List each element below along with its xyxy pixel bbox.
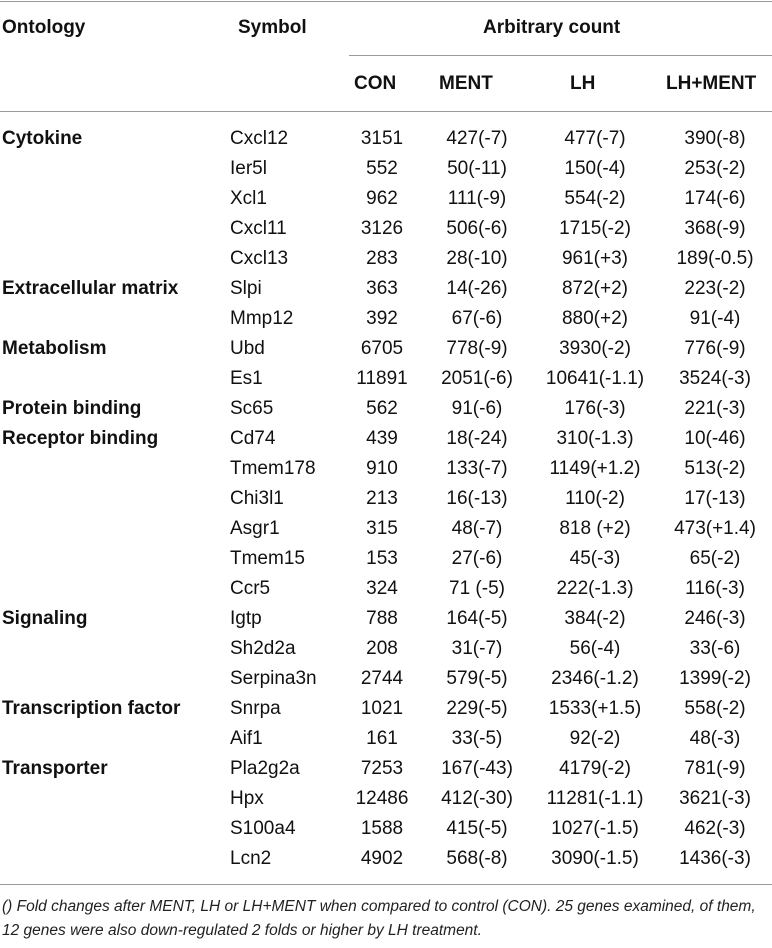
- cell-ment: 111(-9): [447, 188, 507, 209]
- cell-lh-ment: 473(+1.4): [674, 518, 756, 539]
- cell-con: 7253: [360, 758, 404, 779]
- cell-con: 153: [366, 548, 398, 569]
- cell-ment: 2051(-6): [441, 368, 513, 389]
- cell-ment: 412(-30): [441, 788, 513, 809]
- cell-symbol: Ier5l: [230, 158, 267, 179]
- cell-symbol: Serpina3n: [230, 668, 317, 689]
- cell-lh: 222(-1.3): [556, 578, 634, 599]
- cell-ment: 16(-13): [446, 488, 508, 509]
- cell-ment: 18(-24): [446, 428, 508, 449]
- cell-con: 315: [366, 518, 398, 539]
- cell-lh: 1149(+1.2): [549, 458, 641, 479]
- cell-con: 363: [366, 278, 398, 299]
- cell-symbol: Asgr1: [230, 518, 280, 539]
- cell-ontology: Cytokine: [2, 128, 83, 149]
- table-row: [0, 698, 772, 728]
- cell-lh-ment: 221(-3): [684, 398, 746, 419]
- cell-symbol: Ubd: [230, 338, 265, 359]
- table-row: [0, 608, 772, 638]
- cell-ment: 427(-7): [446, 128, 508, 149]
- table-row: [0, 398, 772, 428]
- cell-lh-ment: 253(-2): [684, 158, 746, 179]
- cell-symbol: Tmem178: [230, 458, 316, 479]
- cell-lh: 872(+2): [561, 278, 629, 299]
- cell-symbol: Cd74: [230, 428, 276, 449]
- cell-lh: 310(-1.3): [556, 428, 634, 449]
- header-lh-ment: LH+MENT: [666, 73, 757, 94]
- cell-lh-ment: 174(-6): [684, 188, 746, 209]
- cell-lh: 45(-3): [569, 548, 621, 569]
- cell-lh-ment: 1399(-2): [679, 668, 751, 689]
- cell-con: 392: [366, 308, 398, 329]
- cell-lh-ment: 33(-6): [689, 638, 741, 659]
- table-row: [0, 428, 772, 458]
- cell-symbol: Lcn2: [230, 848, 272, 869]
- cell-ontology: Extracellular matrix: [2, 278, 179, 299]
- cell-ment: 14(-26): [446, 278, 508, 299]
- cell-lh: 1533(+1.5): [548, 698, 642, 719]
- table-row: [0, 668, 772, 698]
- cell-lh-ment: 781(-9): [684, 758, 746, 779]
- cell-lh-ment: 558(-2): [684, 698, 746, 719]
- cell-ment: 229(-5): [446, 698, 508, 719]
- cell-lh-ment: 513(-2): [684, 458, 746, 479]
- table-row: [0, 368, 772, 398]
- cell-symbol: Xcl1: [230, 188, 267, 209]
- cell-con: 4902: [360, 848, 404, 869]
- table-row: [0, 848, 772, 878]
- table-row: [0, 158, 772, 188]
- cell-ment: 31(-7): [451, 638, 503, 659]
- table-body: [0, 128, 772, 878]
- cell-ment: 28(-10): [446, 248, 508, 269]
- cell-symbol: Cxcl11: [230, 218, 287, 239]
- cell-symbol: Slpi: [230, 278, 262, 299]
- cell-symbol: Hpx: [230, 788, 264, 809]
- cell-symbol: Ccr5: [230, 578, 271, 599]
- cell-ment: 50(-11): [447, 158, 507, 179]
- cell-lh: 176(-3): [564, 398, 626, 419]
- cell-ment: 91(-6): [451, 398, 503, 419]
- table-top-rule: [0, 1, 772, 2]
- cell-con: 213: [366, 488, 398, 509]
- cell-lh: 3930(-2): [559, 338, 631, 359]
- cell-ment: 415(-5): [446, 818, 508, 839]
- cell-lh: 92(-2): [569, 728, 621, 749]
- header-bottom-rule: [0, 111, 772, 112]
- cell-con: 283: [366, 248, 398, 269]
- cell-ment: 778(-9): [446, 338, 508, 359]
- cell-lh-ment: 368(-9): [684, 218, 746, 239]
- table-row: [0, 758, 772, 788]
- cell-ontology: Receptor binding: [2, 428, 159, 449]
- cell-lh-ment: 462(-3): [684, 818, 746, 839]
- cell-lh: 2346(-1.2): [551, 668, 639, 689]
- cell-lh-ment: 91(-4): [689, 308, 741, 329]
- cell-symbol: Es1: [230, 368, 263, 389]
- cell-lh: 1027(-1.5): [551, 818, 639, 839]
- cell-con: 6705: [360, 338, 404, 359]
- header-symbol: Symbol: [238, 17, 307, 38]
- table-row: [0, 638, 772, 668]
- cell-symbol: Cxcl13: [230, 248, 289, 269]
- table-row: [0, 248, 772, 278]
- cell-con: 11891: [356, 368, 408, 389]
- cell-ment: 579(-5): [446, 668, 508, 689]
- cell-con: 3126: [360, 218, 404, 239]
- cell-symbol: Snrpa: [230, 698, 281, 719]
- table-footnote: () Fold changes after MENT, LH or LH+MENT when compared to control (CON). 25 genes examined, of them, 12 genes were also down-regulated 2 folds or higher by LH treatment.: [2, 898, 756, 939]
- header-con: CON: [354, 73, 397, 94]
- cell-con: 208: [366, 638, 398, 659]
- table-row: [0, 578, 772, 608]
- header-ontology: Ontology: [2, 17, 86, 38]
- cell-lh: 880(+2): [561, 308, 629, 329]
- cell-lh: 818 (+2): [559, 518, 631, 539]
- cell-lh-ment: 223(-2): [684, 278, 746, 299]
- cell-ment: 164(-5): [446, 608, 508, 629]
- cell-lh-ment: 10(-46): [684, 428, 746, 449]
- cell-ment: 48(-7): [451, 518, 503, 539]
- cell-ment: 33(-5): [451, 728, 503, 749]
- cell-con: 1021: [360, 698, 404, 719]
- header-ment: MENT: [439, 73, 493, 94]
- cell-symbol: Mmp12: [230, 308, 294, 329]
- cell-symbol: Chi3l1: [230, 488, 284, 509]
- cell-lh: 3090(-1.5): [551, 848, 639, 869]
- cell-con: 2744: [360, 668, 404, 689]
- table-row: [0, 338, 772, 368]
- cell-con: 552: [366, 158, 398, 179]
- cell-con: 161: [366, 728, 398, 749]
- cell-lh-ment: 246(-3): [684, 608, 746, 629]
- cell-lh-ment: 65(-2): [689, 548, 741, 569]
- cell-symbol: S100a4: [230, 818, 296, 839]
- cell-lh: 1715(-2): [559, 218, 631, 239]
- header-span-rule: [349, 55, 772, 56]
- table-row: [0, 518, 772, 548]
- cell-lh: 150(-4): [564, 158, 626, 179]
- cell-con: 910: [366, 458, 398, 479]
- cell-lh: 110(-2): [565, 488, 625, 509]
- cell-ontology: Metabolism: [2, 338, 107, 359]
- cell-ontology: Signaling: [2, 608, 88, 629]
- cell-con: 324: [366, 578, 398, 599]
- cell-lh-ment: 17(-13): [684, 488, 746, 509]
- cell-lh: 554(-2): [564, 188, 626, 209]
- table-row: [0, 218, 772, 248]
- cell-symbol: Cxcl12: [230, 128, 289, 149]
- table-row: [0, 788, 772, 818]
- cell-ment: 67(-6): [451, 308, 503, 329]
- cell-con: 562: [366, 398, 398, 419]
- cell-con: 12486: [355, 788, 409, 809]
- table-bottom-rule: [0, 884, 772, 885]
- cell-lh-ment: 116(-3): [685, 578, 745, 599]
- cell-lh-ment: 48(-3): [689, 728, 741, 749]
- cell-symbol: Tmem15: [230, 548, 305, 569]
- table-row: [0, 188, 772, 218]
- cell-symbol: Pla2g2a: [230, 758, 300, 779]
- cell-symbol: Igtp: [230, 608, 262, 629]
- cell-con: 1588: [360, 818, 404, 839]
- table-row: [0, 818, 772, 848]
- cell-lh: 10641(-1.1): [545, 368, 645, 389]
- cell-con: 962: [366, 188, 398, 209]
- cell-symbol: Aif1: [230, 728, 263, 749]
- cell-lh-ment: 390(-8): [684, 128, 746, 149]
- cell-lh: 56(-4): [569, 638, 621, 659]
- table-row: [0, 488, 772, 518]
- cell-lh-ment: 3621(-3): [679, 788, 751, 809]
- cell-symbol: Sh2d2a: [230, 638, 296, 659]
- header-lh: LH: [570, 73, 596, 94]
- cell-lh-ment: 1436(-3): [679, 848, 751, 869]
- cell-lh: 11281(-1.1): [546, 788, 644, 809]
- cell-ontology: Transporter: [2, 758, 108, 779]
- cell-lh: 384(-2): [564, 608, 626, 629]
- table-row: [0, 308, 772, 338]
- table-row: [0, 128, 772, 158]
- cell-lh-ment: 3524(-3): [679, 368, 751, 389]
- cell-ment: 167(-43): [441, 758, 513, 779]
- cell-ment: 71 (-5): [449, 578, 505, 599]
- cell-con: 3151: [360, 128, 404, 149]
- cell-ontology: Protein binding: [2, 398, 142, 419]
- cell-lh: 961(+3): [561, 248, 629, 269]
- cell-symbol: Sc65: [230, 398, 274, 419]
- cell-con: 788: [366, 608, 398, 629]
- table-row: [0, 278, 772, 308]
- cell-ontology: Transcription factor: [2, 698, 181, 719]
- cell-ment: 568(-8): [446, 848, 508, 869]
- header-arbitrary-count: Arbitrary count: [483, 17, 621, 38]
- cell-ment: 27(-6): [451, 548, 503, 569]
- cell-con: 439: [366, 428, 398, 449]
- table-row: [0, 548, 772, 578]
- cell-lh: 477(-7): [564, 128, 626, 149]
- cell-lh-ment: 189(-0.5): [676, 248, 754, 269]
- cell-lh-ment: 776(-9): [684, 338, 746, 359]
- cell-ment: 133(-7): [446, 458, 508, 479]
- cell-ment: 506(-6): [446, 218, 508, 239]
- cell-lh: 4179(-2): [559, 758, 631, 779]
- table-row: [0, 458, 772, 488]
- table-row: [0, 728, 772, 758]
